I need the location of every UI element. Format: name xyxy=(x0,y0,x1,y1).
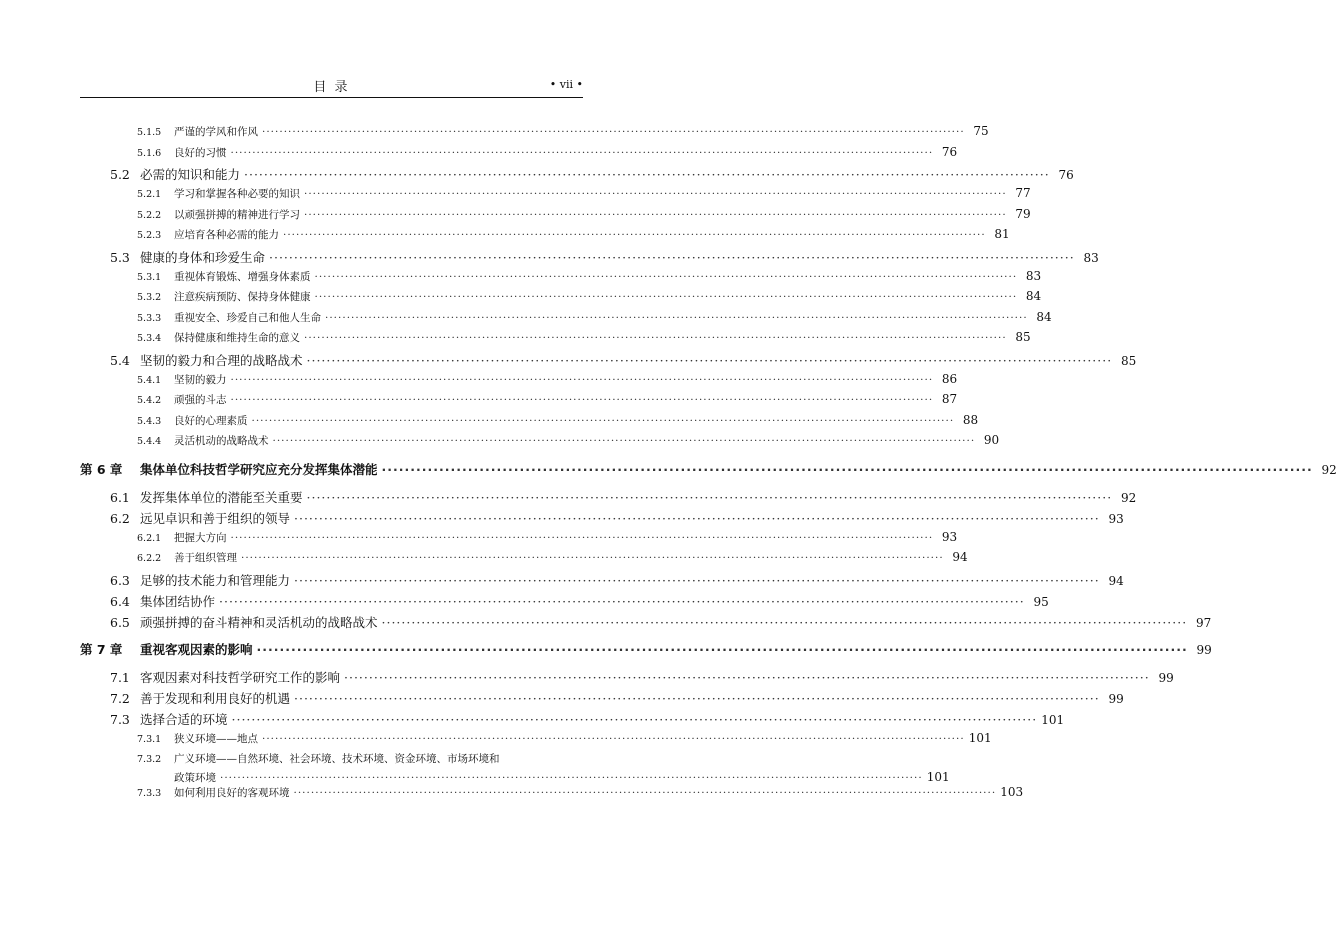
toc-page-number: 94 xyxy=(1108,573,1124,588)
toc-subsection xyxy=(80,751,950,785)
toc-page-number: 101 xyxy=(926,770,950,784)
toc-title: 集体团结协作 xyxy=(140,593,216,609)
toc-page-number: 92 xyxy=(1120,490,1137,505)
toc-page-number: 77 xyxy=(1015,186,1031,200)
toc-number: 5.4.3 xyxy=(137,415,162,427)
toc-title: 健康的身体和珍爱生命 xyxy=(140,249,266,265)
toc-subsection xyxy=(80,268,1042,290)
toc-subsection xyxy=(80,186,1031,207)
leader-dots xyxy=(244,167,1050,182)
leader-dots xyxy=(294,787,997,799)
toc-page-number: 81 xyxy=(994,227,1010,241)
leader-dots xyxy=(241,552,944,564)
toc-title: 重视安全、珍爱自己和他人生命 xyxy=(174,311,321,324)
toc-number: 7.1 xyxy=(110,669,130,685)
toc-section xyxy=(80,509,1124,530)
toc-title: 以顽强拼搏的精神进行学习 xyxy=(174,208,300,221)
toc-page-number: 93 xyxy=(1108,511,1124,526)
leader-dots xyxy=(294,573,1100,588)
leader-dots xyxy=(231,147,934,159)
toc-number: 7.2 xyxy=(110,690,130,706)
toc-title: 坚韧的毅力 xyxy=(174,373,227,386)
toc-title: 客观因素对科技哲学研究工作的影响 xyxy=(140,669,341,685)
toc-title: 应培育各种必需的能力 xyxy=(174,229,279,241)
toc-title: 集体单位科技哲学研究应充分发挥集体潜能 xyxy=(140,461,378,477)
leader-dots xyxy=(307,353,1113,368)
toc-title: 广义环境——自然环境、社会环境、技术环境、资金环境、市场环境和 xyxy=(174,753,500,765)
toc-subsection xyxy=(80,730,992,752)
toc-title: 重视体育锻炼、增强身体素质 xyxy=(174,270,311,283)
toc-subsection xyxy=(80,309,1052,331)
toc-title: 顽强的斗志 xyxy=(174,394,227,406)
leader-dots xyxy=(294,691,1100,706)
toc-page-number: 92 xyxy=(1321,462,1337,477)
toc-subsection xyxy=(80,227,1010,248)
toc-number: 5.2.1 xyxy=(137,189,162,200)
leader-dots xyxy=(294,511,1100,526)
toc-page-number: 99 xyxy=(1158,670,1174,685)
leader-dots xyxy=(262,126,965,138)
toc-number: 6.2.2 xyxy=(137,553,162,564)
toc-title: 狭义环境——地点 xyxy=(174,732,258,745)
toc-number: 5.3.1 xyxy=(137,271,162,283)
leader-dots xyxy=(382,615,1188,630)
table-of-contents xyxy=(80,124,1337,806)
toc-page-number: 99 xyxy=(1196,642,1212,657)
toc-chapter xyxy=(80,460,1337,484)
toc-title: 重视客观因素的影响 xyxy=(140,641,253,657)
toc-number: 5.3.2 xyxy=(137,292,162,303)
toc-title: 把握大方向 xyxy=(174,531,227,544)
toc-section xyxy=(80,668,1174,689)
toc-title: 学习和掌握各种必要的知识 xyxy=(174,188,300,200)
leader-dots xyxy=(304,332,1007,344)
leader-dots xyxy=(231,374,934,386)
toc-number: 7.3.1 xyxy=(137,733,162,745)
leader-dots xyxy=(304,188,1007,200)
toc-number: 5.4.4 xyxy=(137,436,162,447)
toc-section xyxy=(80,710,1065,731)
toc-title: 坚韧的毅力和合理的战略战术 xyxy=(140,352,303,368)
toc-section xyxy=(80,613,1212,634)
toc-page-number: 87 xyxy=(941,392,958,406)
toc-section xyxy=(80,248,1099,269)
toc-page-number: 85 xyxy=(1120,353,1137,368)
leader-dots xyxy=(307,490,1113,505)
leader-dots xyxy=(232,712,1038,727)
toc-number: 7.3.2 xyxy=(137,754,162,765)
toc-title: 良好的习惯 xyxy=(174,146,227,159)
toc-page-number: 86 xyxy=(941,371,958,386)
toc-subsection xyxy=(80,392,958,413)
leader-dots xyxy=(315,271,1018,283)
toc-number: 6.3 xyxy=(110,572,130,588)
toc-title: 远见卓识和善于组织的领导 xyxy=(140,510,291,526)
leader-dots xyxy=(273,435,976,447)
toc-number: 5.1.6 xyxy=(137,147,162,159)
toc-number: 5.2.3 xyxy=(137,230,162,241)
toc-title: 善于发现和利用良好的机遇 xyxy=(140,690,291,706)
toc-page-number: 75 xyxy=(973,124,989,138)
toc-subsection xyxy=(80,124,989,145)
leader-dots xyxy=(219,594,1025,609)
toc-page-number: 76 xyxy=(941,144,958,159)
toc-number: 6.1 xyxy=(110,489,130,505)
toc-subsection xyxy=(80,412,979,434)
toc-number: 5.1.5 xyxy=(137,127,162,138)
toc-number: 第 6 章 xyxy=(80,461,123,477)
leader-dots xyxy=(304,209,1007,221)
toc-subsection xyxy=(80,206,1031,228)
running-header xyxy=(80,76,583,98)
leader-dots xyxy=(344,670,1150,685)
toc-page-number: 85 xyxy=(1015,330,1031,344)
toc-number: 5.2.2 xyxy=(137,209,162,221)
toc-number: 5.3.4 xyxy=(137,333,162,344)
leader-dots xyxy=(382,462,1313,477)
toc-number: 7.3 xyxy=(110,711,130,727)
toc-page-number: 83 xyxy=(1025,268,1042,283)
toc-number: 5.4.2 xyxy=(137,395,162,406)
leader-dots xyxy=(231,532,934,544)
toc-subsection xyxy=(80,433,1000,454)
toc-title: 保持健康和维持生命的意义 xyxy=(174,332,300,344)
toc-title: 发挥集体单位的潜能至关重要 xyxy=(140,489,303,505)
toc-title: 灵活机动的战略战术 xyxy=(174,435,269,447)
header-title: 目 录 xyxy=(313,80,350,95)
toc-section xyxy=(80,592,1049,613)
toc-title: 严谨的学风和作风 xyxy=(174,126,258,138)
toc-page-number: 88 xyxy=(962,412,979,427)
leader-dots xyxy=(220,772,923,784)
toc-page-number: 101 xyxy=(1041,712,1065,727)
toc-page-number: 97 xyxy=(1195,615,1212,630)
toc-section xyxy=(80,165,1074,186)
toc-number: 5.4 xyxy=(110,352,130,368)
toc-subsection xyxy=(80,144,958,166)
toc-section xyxy=(80,351,1137,372)
header-page-number: • vii • xyxy=(549,78,583,91)
toc-number: 5.4.1 xyxy=(137,374,162,386)
toc-title: 选择合适的环境 xyxy=(140,711,228,727)
toc-number: 5.3.3 xyxy=(137,312,162,324)
toc-subsection xyxy=(80,785,1024,806)
toc-subsection xyxy=(80,371,958,393)
toc-number: 6.2.1 xyxy=(137,532,162,544)
toc-page-number: 84 xyxy=(1025,289,1042,303)
toc-subsection xyxy=(80,289,1042,310)
toc-section xyxy=(80,571,1124,592)
leader-dots xyxy=(315,291,1018,303)
leader-dots xyxy=(325,312,1028,324)
header-rule xyxy=(80,97,583,98)
toc-page-number: 101 xyxy=(968,730,992,745)
toc-page-number: 84 xyxy=(1036,309,1052,324)
toc-number: 6.5 xyxy=(110,614,130,630)
toc-number: 5.2 xyxy=(110,167,130,182)
toc-page-number: 94 xyxy=(952,550,968,564)
toc-page-number: 95 xyxy=(1033,594,1049,609)
toc-page-number: 93 xyxy=(941,529,958,544)
toc-title: 如何利用良好的客观环境 xyxy=(174,787,290,799)
toc-number: 6.2 xyxy=(110,510,130,526)
toc-page-number: 99 xyxy=(1108,691,1124,706)
toc-page-number: 76 xyxy=(1058,168,1074,182)
toc-title: 足够的技术能力和管理能力 xyxy=(140,572,291,588)
toc-page-number: 83 xyxy=(1083,250,1099,265)
leader-dots xyxy=(231,394,934,406)
toc-title: 顽强拼搏的奋斗精神和灵活机动的战略战术 xyxy=(140,614,378,630)
toc-subsection xyxy=(80,529,958,551)
toc-title: 善于组织管理 xyxy=(174,552,237,564)
leader-dots xyxy=(257,642,1188,657)
leader-dots xyxy=(269,250,1075,265)
toc-title: 良好的心理素质 xyxy=(174,414,248,427)
leader-dots xyxy=(283,229,986,241)
leader-dots xyxy=(252,415,955,427)
toc-section xyxy=(80,689,1124,710)
leader-dots xyxy=(262,733,965,745)
toc-section xyxy=(80,488,1137,509)
toc-title-continued: 政策环境 xyxy=(174,772,216,784)
toc-subsection xyxy=(80,550,968,571)
toc-title: 必需的知识和能力 xyxy=(140,167,241,182)
toc-title: 注意疾病预防、保持身体健康 xyxy=(174,291,311,303)
toc-page-number: 79 xyxy=(1015,206,1031,221)
toc-page-number: 103 xyxy=(1000,785,1024,799)
toc-number: 7.3.3 xyxy=(137,788,162,799)
toc-chapter xyxy=(80,640,1212,664)
toc-number: 5.3 xyxy=(110,249,130,265)
toc-subsection xyxy=(80,330,1031,351)
toc-number: 第 7 章 xyxy=(80,641,123,657)
toc-page-number: 90 xyxy=(983,433,1000,447)
toc-number: 6.4 xyxy=(110,593,130,609)
